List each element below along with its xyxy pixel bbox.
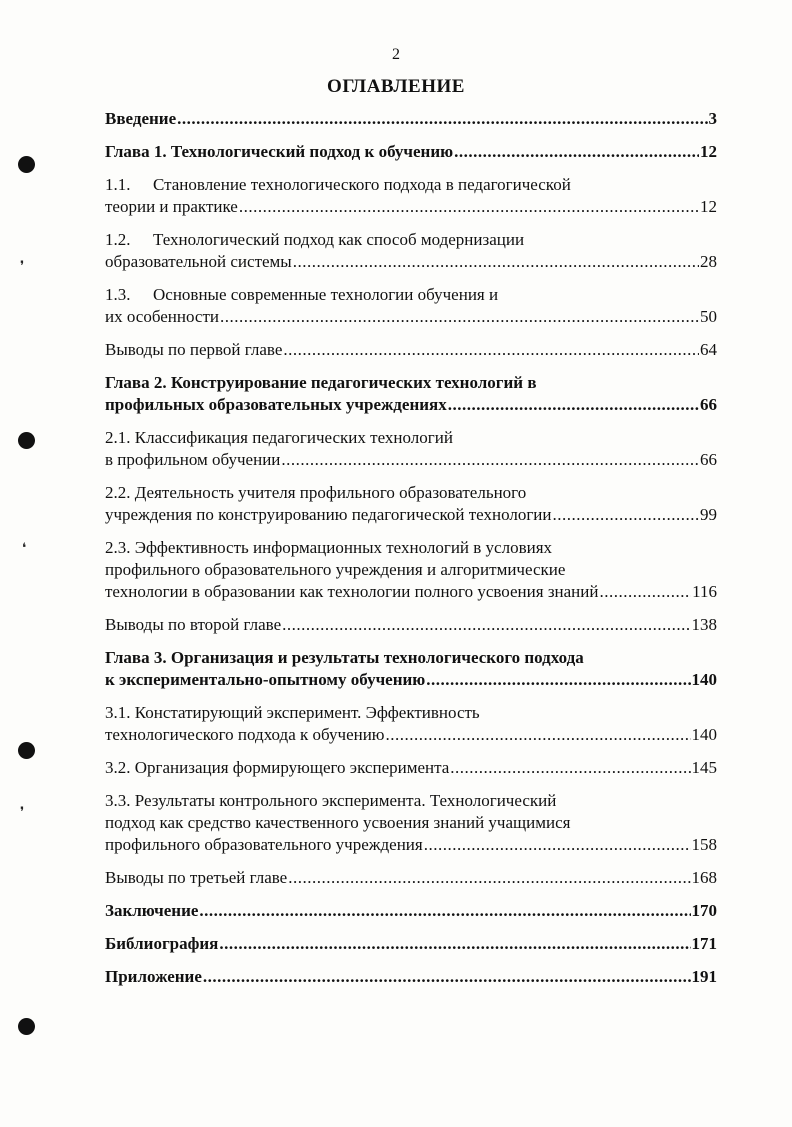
dot-leader bbox=[288, 867, 690, 889]
section-number: 1.2. bbox=[105, 230, 131, 249]
toc-entry-text: образовательной системы bbox=[105, 252, 292, 271]
toc-entry bbox=[105, 141, 717, 163]
toc-page-number: 168 bbox=[691, 868, 717, 887]
toc-entry-line bbox=[105, 537, 717, 559]
toc-page-number: 145 bbox=[691, 758, 717, 777]
toc-entry-text: Технологический подход как способ модернизации bbox=[153, 230, 525, 249]
binder-hole bbox=[18, 1018, 35, 1035]
toc-page-number: 170 bbox=[691, 901, 717, 920]
toc-page-number: 116 bbox=[692, 582, 717, 601]
binder-hole bbox=[18, 742, 35, 759]
dot-leader bbox=[448, 394, 699, 416]
toc-entry-text: профильных образовательных учреждениях bbox=[105, 395, 447, 414]
toc-entry-text: 3.2. Организация формирующего эксперимента bbox=[105, 758, 450, 777]
toc-entry-text: технологии в образовании как технологии полного усвоения знаний bbox=[105, 582, 599, 601]
toc-entry-text: профильного образовательного учреждения и алгоритмические bbox=[105, 560, 566, 579]
toc-entry-text: Глава 2. Конструирование педагогических технологий в bbox=[105, 373, 537, 392]
toc-page-number: 99 bbox=[700, 505, 717, 524]
toc-page-number: 191 bbox=[691, 967, 717, 986]
dot-leader bbox=[454, 141, 699, 163]
dot-leader bbox=[203, 966, 691, 988]
toc-entry-text: в профильном обучении bbox=[105, 450, 281, 469]
toc-page-number: 158 bbox=[691, 835, 717, 854]
toc-entry-line bbox=[105, 504, 717, 526]
toc-entry bbox=[105, 482, 717, 526]
toc-entry bbox=[105, 966, 717, 988]
toc-entry bbox=[105, 757, 717, 779]
section-number: 1.3. bbox=[105, 285, 131, 304]
toc-entry-line bbox=[105, 867, 717, 889]
toc-page-number: 64 bbox=[700, 340, 717, 359]
toc-entry-text: учреждения по конструированию педагогической технологии bbox=[105, 505, 552, 524]
toc-page-number: 140 bbox=[691, 725, 717, 744]
toc-entry-line bbox=[105, 229, 717, 251]
toc-entry bbox=[105, 537, 717, 603]
toc-entry-line bbox=[105, 141, 717, 163]
dot-leader bbox=[386, 724, 691, 746]
dot-leader bbox=[219, 933, 690, 955]
toc-entry-line bbox=[105, 174, 717, 196]
toc-entry-line bbox=[105, 614, 717, 636]
toc-entry bbox=[105, 284, 717, 328]
dot-leader bbox=[599, 581, 691, 603]
toc-entry-text: Основные современные технологии обучения и bbox=[153, 285, 499, 304]
dot-leader bbox=[426, 669, 690, 691]
scan-mark: ❜ bbox=[20, 804, 25, 819]
toc-entry-line bbox=[105, 647, 717, 669]
toc-entry-line bbox=[105, 449, 717, 471]
toc-entry-line bbox=[105, 251, 717, 273]
dot-leader bbox=[220, 306, 699, 328]
toc-entry-line bbox=[105, 306, 717, 328]
toc-entry bbox=[105, 933, 717, 955]
toc-page-number: 28 bbox=[700, 252, 717, 271]
toc-entry-text: 3.1. Констатирующий эксперимент. Эффективность bbox=[105, 703, 480, 722]
toc-entry-line bbox=[105, 669, 717, 691]
toc-entry bbox=[105, 702, 717, 746]
toc-entry-line bbox=[105, 427, 717, 449]
toc-entry bbox=[105, 614, 717, 636]
toc-entry bbox=[105, 427, 717, 471]
toc-entry-line bbox=[105, 108, 717, 130]
toc-entry-text: Становление технологического подхода в педагогической bbox=[153, 175, 571, 194]
toc-entry-line bbox=[105, 702, 717, 724]
toc-entry-text: 2.1. Классификация педагогических технологий bbox=[105, 428, 453, 447]
dot-leader bbox=[177, 108, 707, 130]
dot-leader bbox=[424, 834, 691, 856]
page-number: 2 bbox=[392, 46, 400, 63]
section-number: 1.1. bbox=[105, 175, 131, 194]
toc-entry-text: профильного образовательного учреждения bbox=[105, 835, 423, 854]
toc-entry-text: технологического подхода к обучению bbox=[105, 725, 385, 744]
toc-page-number: 12 bbox=[700, 142, 717, 161]
scan-mark: ❜ bbox=[20, 258, 25, 273]
toc-entry-line bbox=[105, 482, 717, 504]
toc-title: ОГЛАВЛЕНИЕ bbox=[327, 76, 465, 97]
toc-entry-text: 2.3. Эффективность информационных технологий в условиях bbox=[105, 538, 553, 557]
toc-entry bbox=[105, 790, 717, 856]
toc-entry-text: Выводы по третьей главе bbox=[105, 868, 288, 887]
dot-leader bbox=[293, 251, 699, 273]
toc-entry-text: Выводы по первой главе bbox=[105, 340, 283, 359]
toc-entry-line bbox=[105, 812, 717, 834]
toc-entry-text: Введение bbox=[105, 109, 177, 128]
toc-entry-line bbox=[105, 757, 717, 779]
dot-leader bbox=[553, 504, 699, 526]
toc-page-number: 138 bbox=[691, 615, 717, 634]
toc-entry-line bbox=[105, 966, 717, 988]
toc-page-number: 3 bbox=[708, 109, 717, 128]
toc-entry bbox=[105, 867, 717, 889]
toc-page-number: 140 bbox=[691, 670, 717, 689]
toc-page-number: 66 bbox=[700, 450, 717, 469]
dot-leader bbox=[283, 339, 699, 361]
binder-hole bbox=[18, 156, 35, 173]
toc-page-number: 66 bbox=[700, 395, 717, 414]
toc-entry-line bbox=[105, 339, 717, 361]
toc-entry-line bbox=[105, 581, 717, 603]
toc-entry-line bbox=[105, 724, 717, 746]
toc-entry bbox=[105, 108, 717, 130]
toc-entry-line bbox=[105, 394, 717, 416]
table-of-contents bbox=[105, 108, 717, 999]
binder-hole bbox=[18, 432, 35, 449]
toc-entry-text: 2.2. Деятельность учителя профильного образовательного bbox=[105, 483, 527, 502]
toc-entry-text: Приложение bbox=[105, 967, 202, 986]
toc-entry-line bbox=[105, 284, 717, 306]
toc-entry bbox=[105, 174, 717, 218]
toc-entry-text: их особенности bbox=[105, 307, 219, 326]
dot-leader bbox=[282, 614, 690, 636]
toc-entry-line bbox=[105, 933, 717, 955]
toc-entry-text: Глава 3. Организация и результаты технологического подхода bbox=[105, 648, 584, 667]
toc-entry-text: теории и практике bbox=[105, 197, 238, 216]
toc-entry bbox=[105, 339, 717, 361]
toc-page-number: 50 bbox=[700, 307, 717, 326]
toc-entry bbox=[105, 900, 717, 922]
toc-entry bbox=[105, 229, 717, 273]
toc-entry-text: Библиография bbox=[105, 934, 219, 953]
toc-entry-text: подход как средство качественного усвоения знаний учащимися bbox=[105, 813, 571, 832]
toc-entry-line bbox=[105, 790, 717, 812]
toc-page-number: 171 bbox=[691, 934, 717, 953]
toc-page-number: 12 bbox=[700, 197, 717, 216]
scan-mark: ❛ bbox=[22, 540, 27, 555]
dot-leader bbox=[450, 757, 690, 779]
toc-entry bbox=[105, 647, 717, 691]
toc-entry-line bbox=[105, 900, 717, 922]
dot-leader bbox=[199, 900, 690, 922]
toc-entry bbox=[105, 372, 717, 416]
toc-entry-line bbox=[105, 834, 717, 856]
dot-leader bbox=[281, 449, 699, 471]
toc-entry-line bbox=[105, 196, 717, 218]
toc-entry-line bbox=[105, 372, 717, 394]
toc-entry-text: Глава 1. Технологический подход к обучению bbox=[105, 142, 454, 161]
toc-entry-text: Заключение bbox=[105, 901, 199, 920]
toc-entry-text: 3.3. Результаты контрольного эксперимента. Технологический bbox=[105, 791, 557, 810]
toc-entry-line bbox=[105, 559, 717, 581]
toc-entry-text: Выводы по второй главе bbox=[105, 615, 282, 634]
toc-entry-text: к экспериментально-опытному обучению bbox=[105, 670, 426, 689]
dot-leader bbox=[239, 196, 699, 218]
